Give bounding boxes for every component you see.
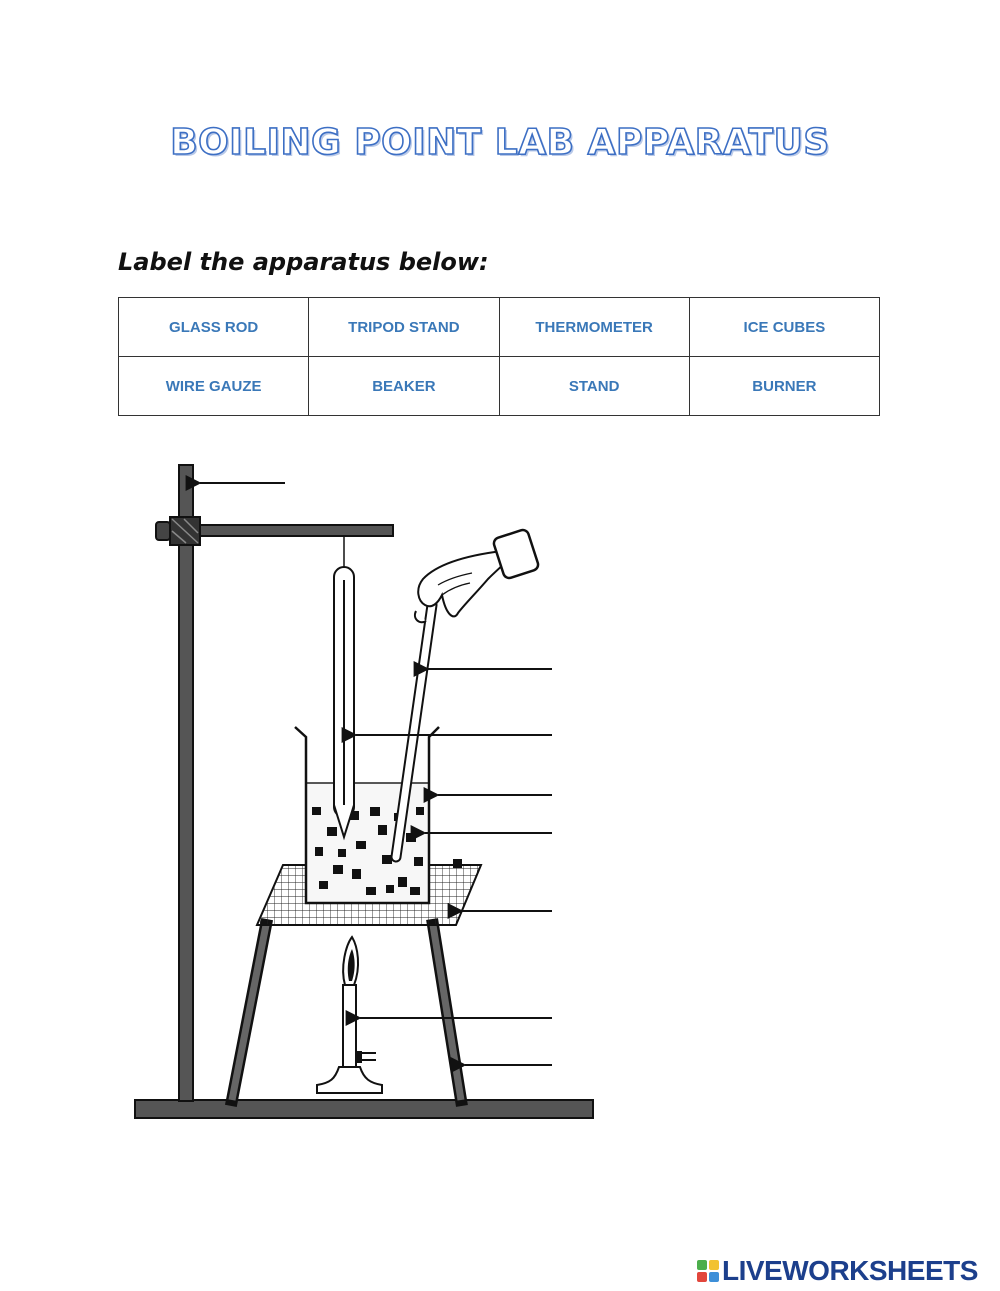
- word-bank-cell: BEAKER: [309, 357, 499, 416]
- word-bank-row: [119, 298, 880, 357]
- word-bank-cell: TRIPOD STAND: [309, 298, 499, 357]
- word-bank-cell: WIRE GAUZE: [119, 357, 309, 416]
- logo-blocks-icon: [697, 1260, 719, 1282]
- logo-block-red: [697, 1272, 707, 1282]
- logo-block-yellow: [709, 1260, 719, 1270]
- apparatus-diagram: [120, 455, 600, 1135]
- word-bank-cell: GLASS ROD: [119, 298, 309, 357]
- page-title: BOILING POINT LAB APPARATUS: [170, 122, 830, 163]
- word-bank-cell: BURNER: [689, 357, 879, 416]
- word-bank-cell: ICE CUBES: [689, 298, 879, 357]
- word-bank-cell: THERMOMETER: [499, 298, 689, 357]
- logo-text: LIVEWORKSHEETS: [722, 1255, 978, 1286]
- stand-base: [135, 1100, 593, 1118]
- liveworksheets-logo: [697, 1255, 978, 1287]
- instruction-text: Label the apparatus below:: [118, 248, 489, 276]
- word-bank-cell: STAND: [499, 357, 689, 416]
- word-bank-row: [119, 357, 880, 416]
- thermometer: [334, 535, 354, 837]
- logo-block-green: [697, 1260, 707, 1270]
- bunsen-burner: [317, 937, 382, 1093]
- word-bank-table: [118, 297, 880, 416]
- logo-block-blue: [709, 1272, 719, 1282]
